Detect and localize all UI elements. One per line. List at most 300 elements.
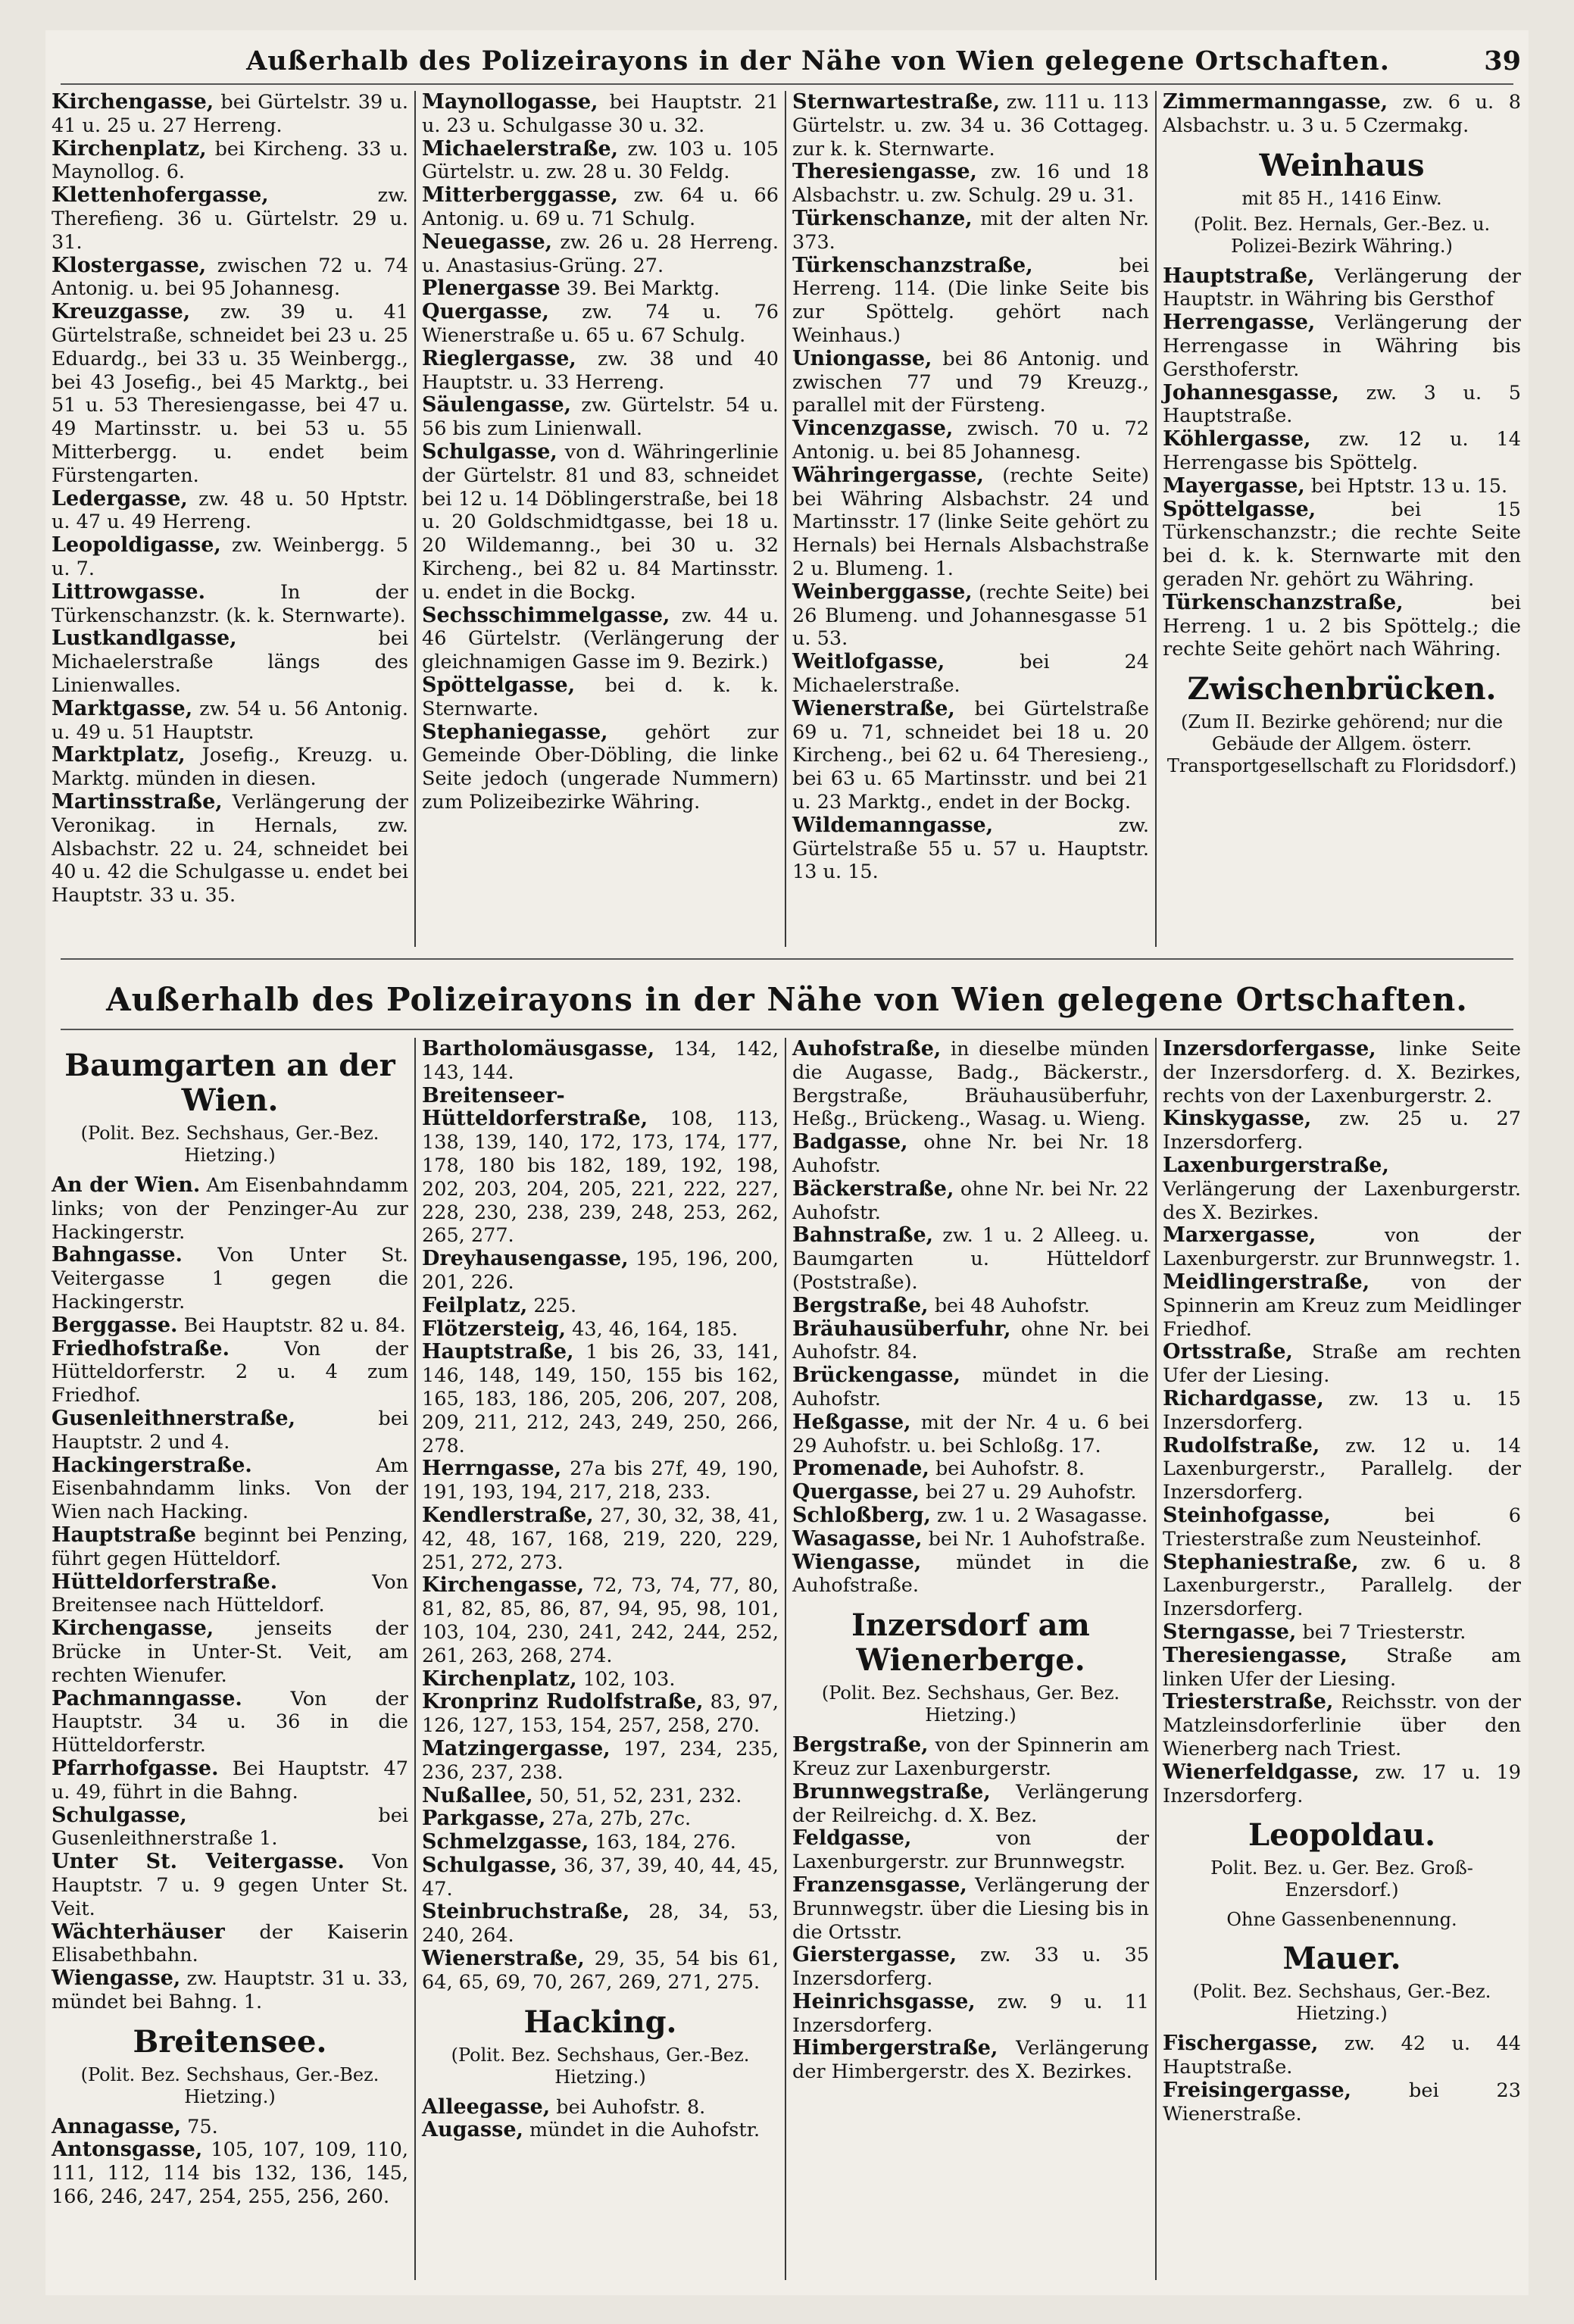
street-name: Wiengasse, <box>792 1550 922 1574</box>
street-description: zw. 3 u. 5 Hauptstraße. <box>1163 381 1521 428</box>
street-description: zw. 13 u. 15 Inzersdorferg. <box>1163 1387 1521 1434</box>
street-name: Bräuhausüberfuhr, <box>792 1317 1011 1341</box>
street-entry <box>52 1617 408 1687</box>
street-name: Wächterhäuser <box>52 1919 225 1944</box>
street-name: Marktplatz, <box>52 743 186 767</box>
street-description: bei Gürtelstr. 39 u. 41 u. 25 u. 27 Herreng. <box>52 91 408 137</box>
street-name: Wildemanngasse, <box>792 813 994 837</box>
street-name: Brückengasse, <box>792 1363 960 1388</box>
street-entry <box>52 744 408 791</box>
street-entry <box>792 1224 1149 1294</box>
street-description: zw. 26 u. 28 Herreng. u. Anastasius-Grüng. 27. <box>422 230 779 277</box>
street-name: Freisingergasse, <box>1163 2078 1352 2102</box>
street-entry <box>52 1804 408 1851</box>
street-name: Köhlergasse, <box>1163 427 1311 451</box>
street-description: in dieselbe münden die Augasse, Badg., Bäckerstr., Bergstraße, Bräuhausüberfuhr, Heßg., Brückeng., Wasag. u. Wieng. <box>792 1038 1149 1131</box>
street-name: Sternwartestraße, <box>792 91 1001 114</box>
street-entry <box>52 301 408 487</box>
street-name: Hauptstraße, <box>1163 264 1315 288</box>
street-name: Quergasse, <box>422 300 549 324</box>
locality-jurisdiction-note: (Polit. Bez. Sechshaus, Ger.-Bez. Hietzing.) <box>80 2063 379 2107</box>
street-name: Schulgasse, <box>422 439 557 464</box>
locality-jurisdiction-note: Polit. Bez. u. Ger. Bez. Groß-Enzersdorf.) <box>1210 1857 1473 1901</box>
street-description: zw. 44 u. 46 Gürtelstr. (Verlängerung der gleichnamigen Gasse im 9. Bezirk.) <box>422 604 779 674</box>
street-description: von der Spinnerin am Kreuz zum Meidlinger Friedhof. <box>1163 1270 1521 1341</box>
street-description: Von Unter St. Veitergasse 1 gegen die Hackingerstr. <box>52 1244 408 1313</box>
street-name: Spöttelgasse, <box>422 673 576 697</box>
street-description: Reichsstr. von der Matzleinsdorferlinie über den Wienerberg nach Triest. <box>1163 1691 1521 1760</box>
street-entry <box>52 581 408 628</box>
street-description: zw. 12 u. 14 Herrengasse bis Spöttelg. <box>1163 428 1521 474</box>
street-entry <box>1163 2032 1521 2079</box>
street-description: 1 bis 26, 33, 141, 146, 148, 149, 150, 155 bis 162, 165, 183, 186, 205, 206, 207, 208, 209, 211, 212, 243, 249, 250, 266, 278. <box>422 1341 779 1457</box>
street-entry <box>422 1295 779 1318</box>
street-entry <box>52 1407 408 1454</box>
street-name: Stephaniestraße, <box>1163 1550 1359 1574</box>
directory-page <box>45 30 1529 2295</box>
street-description: zw. 64 u. 66 Antonig. u. 69 u. 71 Schulg. <box>422 184 779 230</box>
street-entry <box>792 1131 1149 1178</box>
street-entry <box>1163 1154 1521 1224</box>
street-entry <box>422 1948 779 1994</box>
street-name: Gusenleithnerstraße, <box>52 1406 296 1430</box>
street-name: Kronprinz Rudolfstraße, <box>422 1690 704 1714</box>
street-name: Schloßberg, <box>792 1503 931 1527</box>
street-entry <box>1163 1504 1521 1551</box>
street-description: der Kaiserin Elisabethbahn. <box>52 1920 408 1967</box>
street-entry <box>422 394 779 441</box>
street-name: Rudolfstraße, <box>1163 1433 1320 1457</box>
street-name: Matzingergasse, <box>422 1736 611 1760</box>
street-entry <box>52 1454 408 1524</box>
street-name: Badgasse, <box>792 1130 908 1154</box>
bottom-column-1 <box>45 1038 416 2280</box>
street-name: Theresiengasse, <box>792 160 977 184</box>
street-name: Hütteldorferstraße. <box>52 1570 278 1594</box>
street-description: bei Auhofstr. 8. <box>929 1457 1085 1481</box>
street-entry <box>1163 1224 1521 1271</box>
street-description: bei Kircheng. 33 u. Maynollog. 6. <box>52 137 408 184</box>
street-name: Berggasse. <box>52 1313 178 1337</box>
street-entry <box>52 488 408 535</box>
street-entry <box>792 1295 1149 1318</box>
street-description: 39. Bei Marktg. <box>560 277 720 301</box>
street-description: Verlängerung der Veronikag. in Hernals, zw. Alsbachstr. 22 u. 24, schneidet bei 40 u. 42 die Schulgasse u. endet bei Hauptstr. 33 u. 35. <box>52 790 408 907</box>
street-name: Promenade, <box>792 1457 929 1481</box>
street-entry <box>422 1785 779 1808</box>
street-name: Sterngasse, <box>1163 1620 1297 1644</box>
street-description: zw. 42 u. 44 Hauptstraße. <box>1163 2032 1521 2079</box>
street-name: Laxenburgerstraße, <box>1163 1153 1389 1177</box>
street-entry <box>792 1528 1149 1551</box>
locality-jurisdiction-note: (Polit. Bez. Hernals, Ger.-Bez. u. Polizei-Bezirk Währing.) <box>1193 213 1491 257</box>
street-entry <box>792 255 1149 348</box>
locality-population: mit 85 H., 1416 Einw. <box>1241 187 1442 209</box>
locality-jurisdiction-note: (Zum II. Bezirke gehörend; nur die Gebäude der Allgem. österr. Transportgesellschaft zu Floridsdorf.) <box>1166 711 1517 777</box>
street-entry <box>792 417 1149 464</box>
street-entry <box>792 161 1149 208</box>
street-name: Littrowgasse. <box>52 579 206 604</box>
street-description: 105, 107, 109, 110, 111, 112, 114 bis 132, 136, 145, 166, 246, 247, 254, 255, 256, 260. <box>52 2138 408 2209</box>
locality-heading: Zwischenbrücken. <box>1187 671 1497 708</box>
street-description: zw. 39 u. 41 Gürtelstraße, schneidet bei 23 u. 25 Eduardg., bei 33 u. 35 Weinbergg., bei 43 Josefig., bei 45 Marktg., bei 51 u. 53 Theresiengasse, bei 47 u. 49 Martinsstr. u. bei 53 u. 55 Mitterbergg. u. endet beim Fürstengarten. <box>52 301 408 487</box>
street-description: Bei Hauptstr. 82 u. 84. <box>177 1313 406 1337</box>
street-name: Marxergasse, <box>1163 1223 1316 1248</box>
street-entry <box>52 1921 408 1968</box>
street-entry <box>52 1967 408 2014</box>
street-name: Stephaniegasse, <box>422 720 608 744</box>
street-description: 225. <box>527 1294 577 1317</box>
street-name: Theresiengasse, <box>1163 1643 1348 1667</box>
street-entry <box>52 1851 408 1920</box>
street-name: Weitlofgasse, <box>792 650 945 674</box>
street-entry <box>792 651 1149 698</box>
street-entry <box>792 1944 1149 1991</box>
street-name: Zimmermanngasse, <box>1163 91 1388 114</box>
street-description: zw. 54 u. 56 Antonig. u. 49 u. 51 Hauptstr. <box>52 697 408 744</box>
street-name: Triesterstraße, <box>1163 1690 1334 1714</box>
street-description: von der Spinnerin am Kreuz zur Laxenburgerstr. <box>792 1734 1149 1780</box>
locality-heading: Leopoldau. <box>1248 1817 1435 1854</box>
street-description: Bei Hauptstr. 47 u. 49, führt in die Bahng. <box>52 1757 408 1804</box>
street-description: bei Michaelerstraße längs des Linienwalles. <box>52 627 408 697</box>
street-name: Michaelerstraße, <box>422 136 619 161</box>
street-entry <box>1163 428 1521 475</box>
street-description: Verlängerung der Himbergerstr. des X. Bezirkes. <box>792 2037 1149 2084</box>
street-description: von der Laxenburgerstr. zur Brunnwegstr. <box>792 1827 1149 1874</box>
bottom-column-3 <box>786 1038 1157 2280</box>
street-name: Leopoldigasse, <box>52 533 221 558</box>
street-description: zw. 1 u. 2 Alleeg. u. Baumgarten u. Hütteldorf (Poststraße). <box>792 1224 1149 1294</box>
street-entry <box>792 91 1149 161</box>
street-name: Wasagasse, <box>792 1526 923 1551</box>
street-description: Am Eisenbahndamm links; von der Penzinger-Au zur Hackingerstr. <box>52 1174 408 1244</box>
street-entry <box>1163 1388 1521 1435</box>
street-name: Ortsstraße, <box>1163 1340 1293 1364</box>
street-description: Verlängerung der Reilreichg. d. X. Bez. <box>792 1780 1149 1827</box>
locality-jurisdiction-note: (Polit. Bez. Sechshaus, Ger.-Bez. Hietzing.) <box>80 1123 379 1166</box>
street-name: Bahngasse. <box>52 1243 183 1267</box>
street-name: Weinberggasse, <box>792 579 973 604</box>
street-description: zw. Therefieng. 36 u. Gürtelstr. 29 u. 31. <box>52 184 408 254</box>
street-entry <box>792 581 1149 651</box>
street-description: zw. 17 u. 19 Inzersdorferg. <box>1163 1760 1521 1807</box>
street-description: Straße am rechten Ufer der Liesing. <box>1163 1341 1521 1388</box>
street-description: zw. Gürtelstraße 55 u. 57 u. Hauptstr. 13 u. 15. <box>792 814 1149 884</box>
street-name: Meidlingerstraße, <box>1163 1270 1370 1294</box>
street-name: Kreuzgasse, <box>52 300 191 324</box>
street-description: bei d. k. k. Sternwarte. <box>422 673 779 720</box>
street-description: Verlängerung der Brunnwegstr. über die Liesing bis in die Ortsstr. <box>792 1873 1149 1944</box>
street-description: linke Seite der Inzersdorferg. d. X. Bezirkes, rechts von der Laxenburgerstr. 2. <box>1163 1038 1521 1107</box>
street-name: Flötzersteig, <box>422 1317 567 1341</box>
street-name: Kendlerstraße, <box>422 1503 594 1527</box>
street-entry <box>422 1248 779 1295</box>
street-entry <box>422 277 779 301</box>
street-name: Ledergasse, <box>52 486 188 511</box>
page-number: 39 <box>1484 45 1521 77</box>
street-name: Annagasse, <box>52 2114 182 2138</box>
street-name: Johannesgasse, <box>1163 380 1339 405</box>
street-description: Von der Hauptstr. 34 u. 36 in die Hütteldorferstr. <box>52 1687 408 1757</box>
street-entry <box>52 1571 408 1618</box>
street-description: Josefig., Kreuzg. u. Marktg. münden in diesen. <box>52 744 408 791</box>
street-entry <box>1163 475 1521 498</box>
street-description: mündet in die Auhofstr. <box>523 2119 760 2142</box>
street-description: 83, 97, 126, 127, 153, 154, 257, 258, 270. <box>422 1691 779 1738</box>
top-column-4 <box>1157 91 1527 947</box>
street-description: zw. 103 u. 105 Gürtelstr. u. zw. 28 u. 30 Feldg. <box>422 137 779 184</box>
street-name: Hauptstraße, <box>422 1340 574 1364</box>
street-name: Gierstergasse, <box>792 1943 957 1967</box>
street-name: Feilplatz, <box>422 1293 528 1317</box>
street-entry <box>52 1757 408 1804</box>
street-name: Kinskygasse, <box>1163 1107 1312 1131</box>
street-description: 163, 184, 276. <box>589 1831 736 1854</box>
street-name: Nußallee, <box>422 1783 533 1807</box>
street-entry <box>792 208 1149 255</box>
street-description: zw. 111 u. 113 Gürtelstr. u. zw. 34 u. 36 Cottageg. zur k. k. Sternwarte. <box>792 91 1149 161</box>
street-description: zw. 16 und 18 Alsbachstr. u. zw. Schulg. 29 u. 31. <box>792 161 1149 208</box>
street-description: bei Nr. 1 Auhofstraße. <box>922 1527 1146 1551</box>
street-entry <box>52 791 408 907</box>
street-name: Antonsgasse, <box>52 2138 203 2162</box>
top-columns <box>45 91 1529 947</box>
locality-heading: Weinhaus <box>1259 147 1425 183</box>
locality-jurisdiction-note: (Polit. Bez. Sechshaus, Ger. Bez. Hietzing.) <box>821 1682 1120 1726</box>
street-name: Richardgasse, <box>1163 1386 1324 1410</box>
street-description: zw. 6 u. 8 Alsbachstr. u. 3 u. 5 Czermakg. <box>1163 91 1521 137</box>
street-name: Hauptstraße <box>52 1523 197 1547</box>
street-entry <box>52 1524 408 1571</box>
street-entry <box>422 1085 779 1248</box>
street-name: Bahnstraße, <box>792 1223 934 1248</box>
street-name: Herrngasse, <box>422 1457 562 1481</box>
street-entry <box>1163 592 1521 661</box>
street-entry <box>422 1854 779 1901</box>
street-name: Quergasse, <box>792 1480 920 1504</box>
street-entry <box>1163 1645 1521 1691</box>
street-description: ohne Nr. bei Nr. 18 Auhofstr. <box>792 1131 1149 1177</box>
street-entry <box>422 1038 779 1085</box>
street-description: zw. 9 u. 11 Inzersdorferg. <box>792 1990 1149 2037</box>
street-description: Verlängerung der Laxenburgerstr. des X. Bezirkes. <box>1163 1177 1521 1224</box>
street-entry <box>422 301 779 348</box>
locality-jurisdiction-note: (Polit. Bez. Sechshaus, Ger.-Bez. Hietzing.) <box>1192 1981 1491 2025</box>
street-entry <box>792 1991 1149 2038</box>
street-entry <box>422 441 779 604</box>
street-name: Klettenhofergasse, <box>52 183 269 208</box>
street-entry <box>52 138 408 185</box>
street-description: 28, 34, 53, 240, 264. <box>422 1901 779 1948</box>
street-description: 29, 35, 54 bis 61, 64, 65, 69, 70, 267, 269, 271, 275. <box>422 1948 779 1994</box>
street-description: zw. Weinbergg. 5 u. 7. <box>52 534 408 580</box>
street-entry <box>422 1807 779 1831</box>
street-name: Bäckerstraße, <box>792 1176 954 1201</box>
street-entry <box>422 91 779 138</box>
street-name: Hackingerstraße. <box>52 1453 252 1477</box>
street-description: mündet in die Auhofstraße. <box>792 1551 1149 1598</box>
street-description: bei 24 Michaelerstraße. <box>792 651 1149 697</box>
street-name: Mitterberggasse, <box>422 183 619 208</box>
street-name: Maynollogasse, <box>422 91 598 114</box>
street-description: 27, 30, 32, 38, 41, 42, 48, 167, 168, 219, 220, 229, 251, 272, 273. <box>422 1504 779 1574</box>
street-name: Herrengasse, <box>1163 311 1316 335</box>
street-name: Plenergasse <box>422 276 561 301</box>
street-description: 102, 103. <box>576 1667 676 1691</box>
street-entry <box>422 721 779 814</box>
street-description: bei Auhofstr. 8. <box>550 2095 706 2119</box>
street-entry <box>1163 1551 1521 1621</box>
bottom-column-2 <box>416 1038 786 2280</box>
street-name: Marktgasse, <box>52 696 193 720</box>
street-description: 72, 73, 74, 77, 80, 81, 82, 85, 86, 87, 94, 95, 98, 101, 103, 104, 230, 241, 242, 244, 252, 261, 263, 268, 274. <box>422 1574 779 1667</box>
street-entry <box>792 1318 1149 1365</box>
street-entry <box>1163 1107 1521 1154</box>
street-description: bei 23 Wienerstraße. <box>1163 2079 1521 2126</box>
street-description: bei Herreng. 1 u. 2 bis Spöttelg.; die rechte Seite gehört nach Währing. <box>1163 591 1521 661</box>
street-description: 36, 37, 39, 40, 44, 45, 47. <box>422 1854 779 1901</box>
street-description: zw. 74 u. 76 Wienerstraße u. 65 u. 67 Schulg. <box>422 301 779 347</box>
street-name: Dreyhausengasse, <box>422 1247 629 1271</box>
street-entry <box>422 348 779 395</box>
street-entry <box>792 814 1149 884</box>
street-entry <box>422 1574 779 1667</box>
street-description: bei 7 Triesterstr. <box>1296 1620 1466 1644</box>
street-description: zw. 33 u. 35 Inzersdorferg. <box>792 1944 1149 1991</box>
street-name: Brunnwegstraße, <box>792 1779 991 1804</box>
street-description: In der Türkenschanzstr. (k. k. Sternwarte). <box>52 580 408 627</box>
street-entry <box>792 2037 1149 2084</box>
street-name: Augasse, <box>422 2118 523 2142</box>
street-name: Schulgasse, <box>422 1853 557 1877</box>
street-description: mündet in die Auhofstr. <box>792 1364 1149 1410</box>
street-description: 27a, 27b, 27c. <box>545 1807 692 1831</box>
street-name: Kirchengasse, <box>422 1573 585 1598</box>
locality-jurisdiction-note: (Polit. Bez. Sechshaus, Ger.-Bez. Hietzing.) <box>451 2044 750 2088</box>
street-entry <box>52 627 408 697</box>
street-entry <box>792 1457 1149 1481</box>
street-entry <box>1163 1271 1521 1341</box>
street-name: Währingergasse, <box>792 463 984 487</box>
street-description: mit der alten Nr. 373. <box>792 207 1149 254</box>
street-entry <box>422 138 779 185</box>
street-entry <box>422 1668 779 1691</box>
street-name: Sechsschimmelgasse, <box>422 603 670 627</box>
locality-heading: Hacking. <box>523 2004 677 2040</box>
street-name: Steinbruchstraße, <box>422 1900 630 1924</box>
street-name: Rieglergasse, <box>422 346 576 370</box>
street-name: Wienerfeldgasse, <box>1163 1760 1360 1784</box>
street-name: Türkenschanzstraße, <box>792 253 1033 277</box>
street-name: Klostergasse, <box>52 253 207 277</box>
bottom-columns <box>45 1038 1529 2280</box>
street-entry <box>1163 91 1521 138</box>
street-description: 75. <box>181 2115 218 2138</box>
street-entry <box>422 1457 779 1504</box>
street-name: Heßgasse, <box>792 1410 911 1434</box>
street-description: 134, 142, 143, 144. <box>422 1038 779 1084</box>
street-entry <box>422 1738 779 1785</box>
street-description: zw. Hauptstr. 31 u. 33, mündet bei Bahng. 1. <box>52 1967 408 2013</box>
street-name: Säulengasse, <box>422 393 572 417</box>
street-entry <box>52 2116 408 2139</box>
street-entry <box>1163 1761 1521 1808</box>
street-description: bei Gusenleithnerstraße 1. <box>52 1804 408 1851</box>
street-description: zw. 25 u. 27 Inzersdorferg. <box>1163 1107 1521 1154</box>
street-description: zwisch. 70 u. 72 Antonig. u. bei 85 Johannesg. <box>792 417 1149 464</box>
street-entry <box>422 231 779 278</box>
street-name: Feldgasse, <box>792 1826 912 1851</box>
street-description: ohne Nr. bei Nr. 22 Auhofstr. <box>792 1177 1149 1224</box>
street-description: (rechte Seite) bei 26 Blumeng. und Johannesgasse 51 u. 53. <box>792 580 1149 651</box>
street-entry <box>52 698 408 745</box>
street-name: Wienerstraße, <box>422 1947 585 1971</box>
top-column-2 <box>416 91 786 947</box>
street-description: ohne Nr. bei Auhofstr. 84. <box>792 1317 1149 1364</box>
street-entry <box>1163 382 1521 429</box>
street-entry <box>52 2138 408 2208</box>
street-entry <box>422 604 779 674</box>
street-entry <box>792 698 1149 814</box>
street-name: Schmelzgasse, <box>422 1830 589 1854</box>
street-entry <box>422 1831 779 1854</box>
street-description: 43, 46, 164, 185. <box>566 1317 739 1341</box>
street-description: Von Hauptstr. 7 u. 9 gegen Unter St. Veit. <box>52 1851 408 1920</box>
street-description: zw. 48 u. 50 Hptstr. u. 47 u. 49 Herreng. <box>52 487 408 534</box>
street-name: Unter St. Veitergasse. <box>52 1850 345 1874</box>
street-entry <box>52 1338 408 1407</box>
street-entry <box>422 1901 779 1948</box>
street-entry <box>792 1551 1149 1598</box>
street-description: Von Breitensee nach Hütteldorf. <box>52 1570 408 1617</box>
street-description: (rechte Seite) bei Währing Alsbachstr. 24 und Martinsstr. 17 (linke Seite gehört zu Hernals) bei Hernals Alsbachstraße 2 u. Blumeng. 1. <box>792 464 1149 580</box>
street-description: Straße am linken Ufer der Liesing. <box>1163 1644 1521 1691</box>
street-entry <box>1163 311 1521 381</box>
street-description: 108, 113, 138, 139, 140, 172, 173, 174, 177, 178, 180 bis 182, 189, 192, 198, 202, 203, 204, 205, 221, 222, 227, 228, 230, 238, 239, 248, 253, 262, 265, 277. <box>422 1107 779 1248</box>
street-entry <box>422 674 779 721</box>
street-name: An der Wien. <box>52 1173 201 1197</box>
street-description: bei Hauptstr. 2 und 4. <box>52 1407 408 1454</box>
street-name: Mayergasse, <box>1163 473 1305 498</box>
street-entry <box>422 1318 779 1342</box>
street-name: Himbergerstraße, <box>792 2036 998 2060</box>
street-description: bei 15 Türkenschanzstr.; die rechte Seite bei d. k. k. Sternwarte mit den geraden Nr. gehört zu Währing. <box>1163 498 1521 591</box>
street-name: Kirchenplatz, <box>422 1666 577 1691</box>
street-description: bei Herreng. 114. (Die linke Seite bis zur Spöttelg. gehört nach Weinhaus.) <box>792 254 1149 347</box>
street-description: Verlängerung der Herrengasse in Währing bis Gersthoferstr. <box>1163 311 1521 381</box>
street-entry <box>792 1178 1149 1225</box>
street-name: Kirchenplatz, <box>52 136 207 161</box>
street-description: 27a bis 27f, 49, 190, 191, 193, 194, 217, 218, 233. <box>422 1457 779 1504</box>
street-description: bei 48 Auhofstr. <box>928 1294 1090 1317</box>
street-entry <box>1163 1038 1521 1107</box>
street-description: 197, 234, 235, 236, 237, 238. <box>422 1737 779 1784</box>
street-description: mit der Nr. 4 u. 6 bei 29 Auhofstr. u. bei Schloßg. 17. <box>792 1410 1149 1457</box>
top-column-3 <box>786 91 1157 947</box>
street-name: Spöttelgasse, <box>1163 497 1316 521</box>
street-name: Bergstraße, <box>792 1733 929 1757</box>
street-name: Kirchengasse, <box>52 1616 214 1641</box>
street-entry <box>422 184 779 231</box>
street-entry <box>792 1504 1149 1528</box>
locality-heading: Mauer. <box>1282 1941 1401 1977</box>
street-description: bei Hauptstr. 21 u. 23 u. Schulgasse 30 u. 32. <box>422 91 779 137</box>
street-description: Am Eisenbahndamm links. Von der Wien nach Hacking. <box>52 1454 408 1524</box>
street-description: Von der Hütteldorferstr. 2 u. 4 zum Friedhof. <box>52 1337 408 1407</box>
street-name: Uniongasse, <box>792 346 932 370</box>
street-entry <box>422 2119 779 2142</box>
